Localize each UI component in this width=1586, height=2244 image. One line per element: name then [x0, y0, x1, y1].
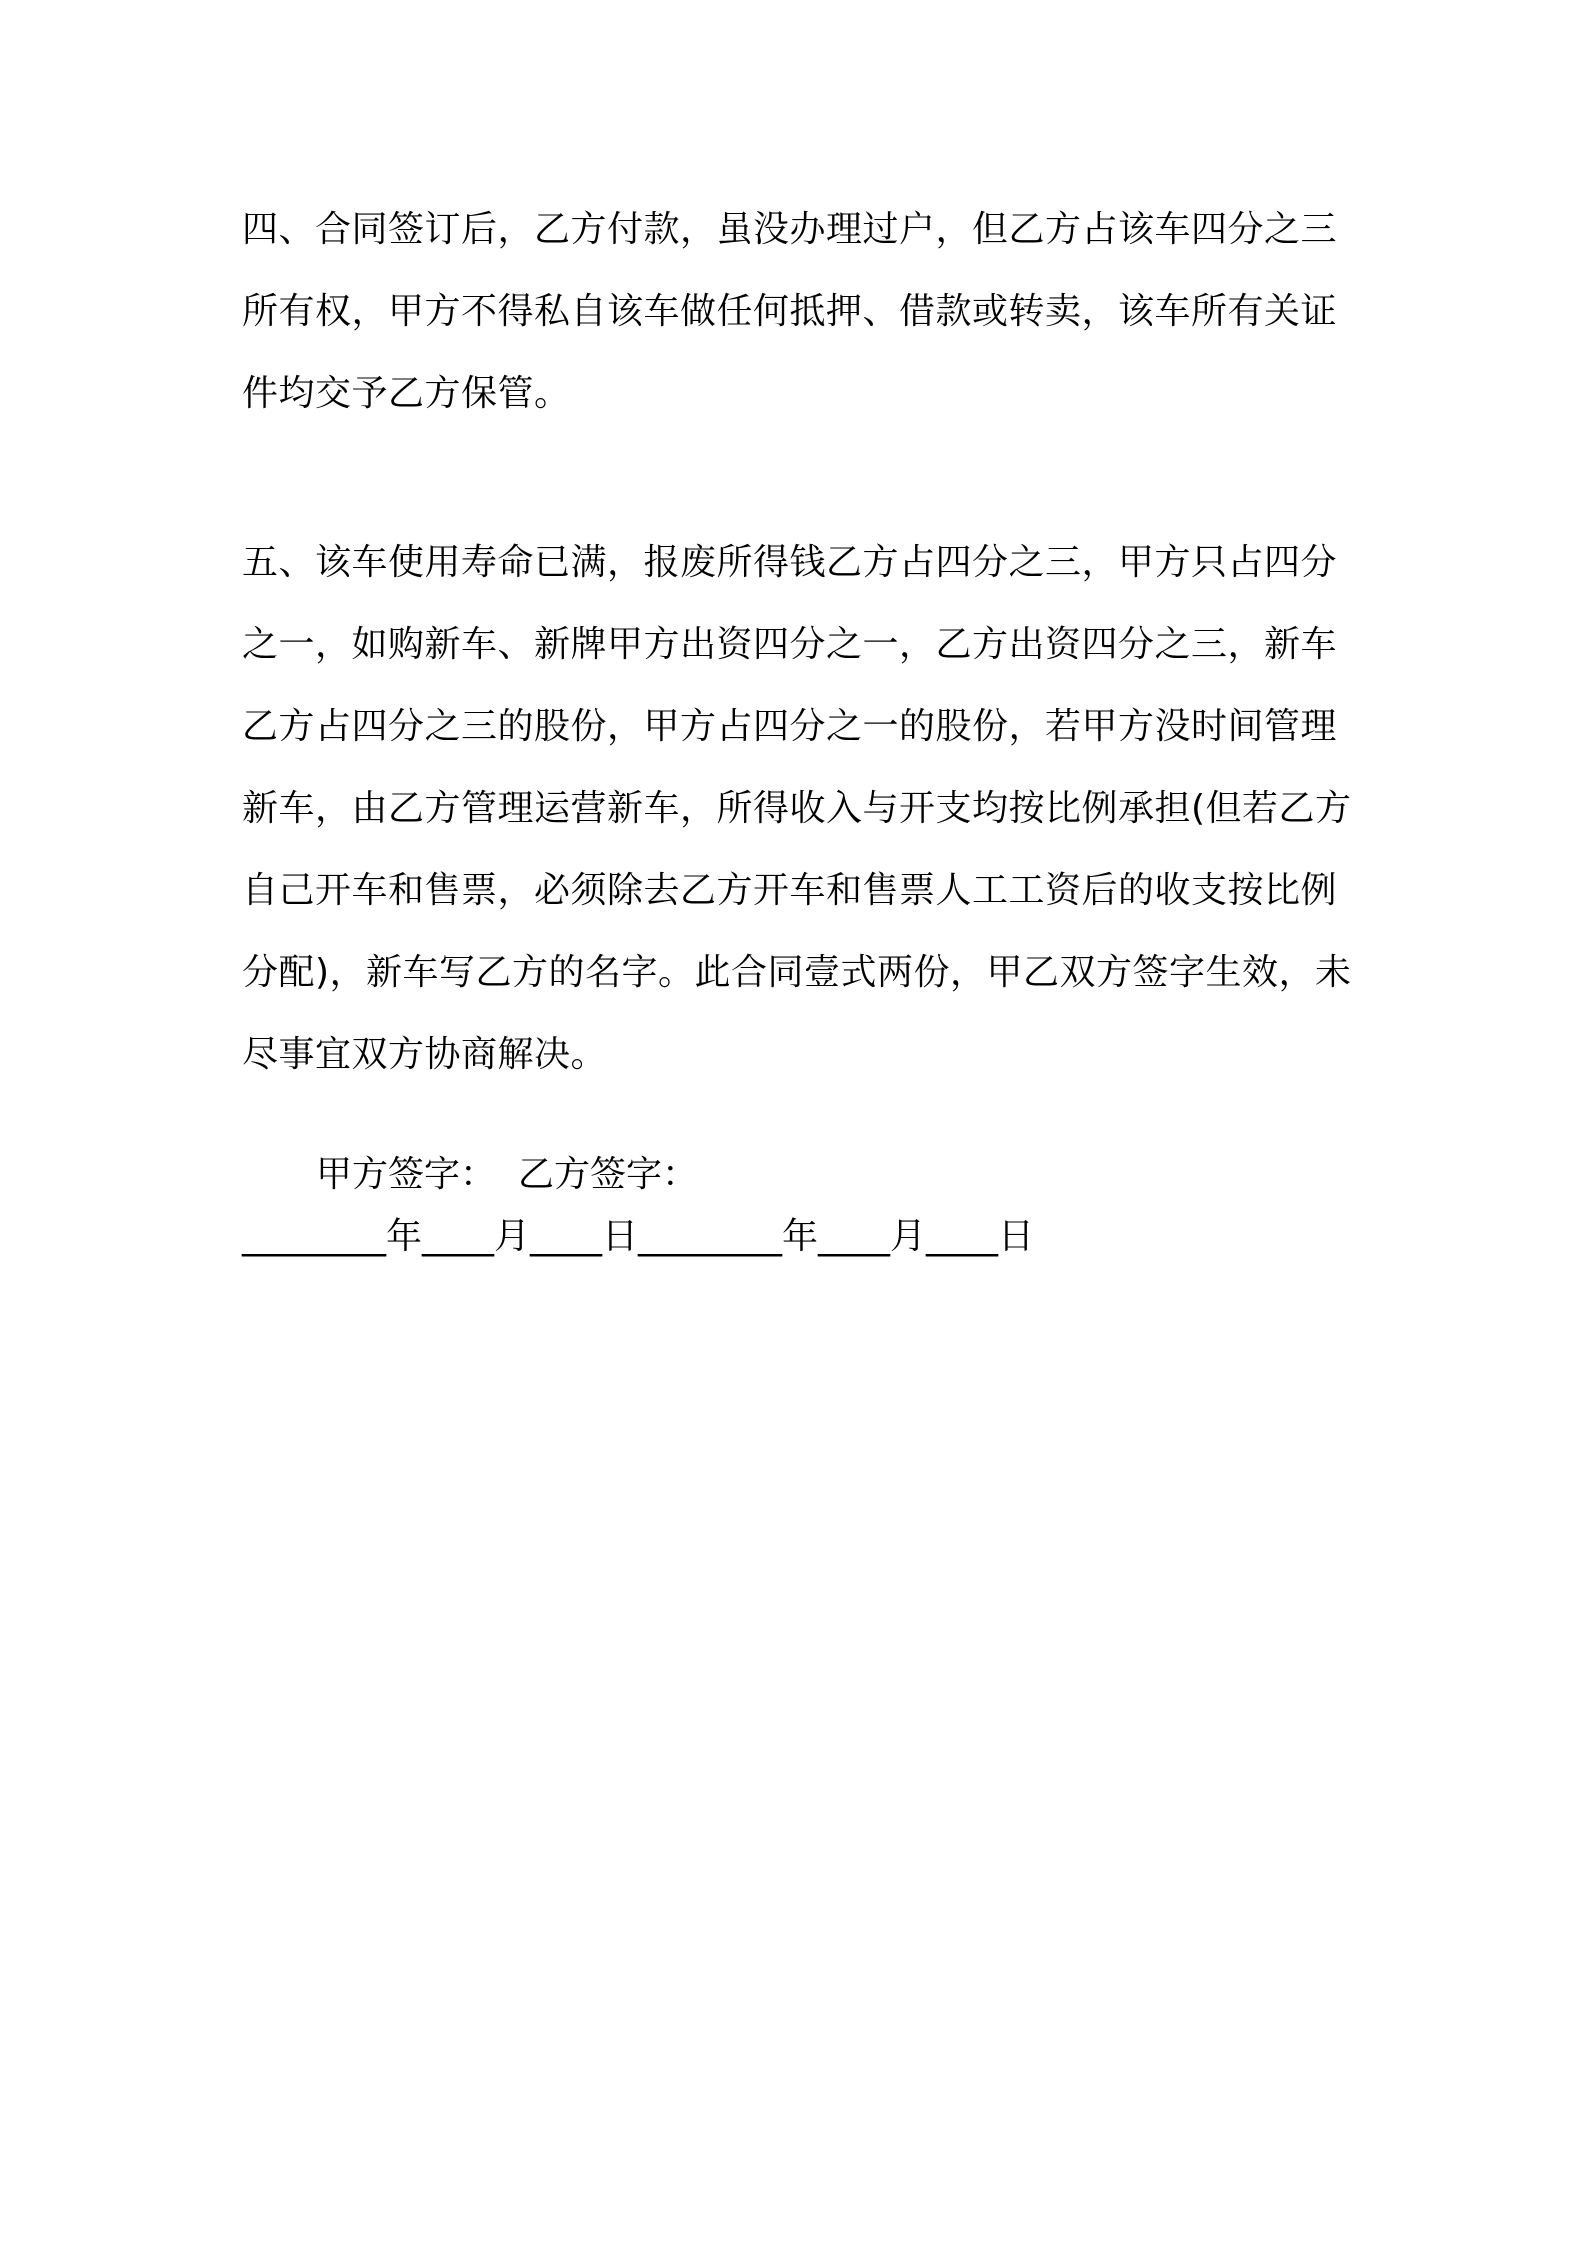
signature-line	[316, 1150, 698, 1200]
clause-4-paragraph: 四、合同签订后，乙方付款，虽没办理过户，但乙方占该车四分之三所有权，甲方不得私自该车做任何抵押、借款或转卖，该车所有关证件均交予乙方保管。	[242, 209, 1338, 414]
date-line: ________年____月____日________年____月____日	[242, 1216, 1034, 1257]
clause-5-paragraph: 五、该车使用寿命已满，报废所得钱乙方占四分之三，甲方只占四分之一，如购新车、新牌甲方出资四分之一，乙方出资四分之三，新车乙方占四分之三的股份，甲方占四分之一的股份，若甲方没时间管理新车，由乙方管理运营新车，所得收入与开支均按比例承担(但若乙方自己开车和售票，必须除去乙方开车和售票人工工资后的收支按比例分配)，新车写乙方的名字。此合同壹式两份，甲乙双方签字生效，未尽事宜双方协商解决。	[242, 542, 1352, 1075]
party-a-signature-label: 甲方签字：	[316, 1154, 497, 1195]
party-b-signature-label: 乙方签字：	[518, 1154, 699, 1195]
